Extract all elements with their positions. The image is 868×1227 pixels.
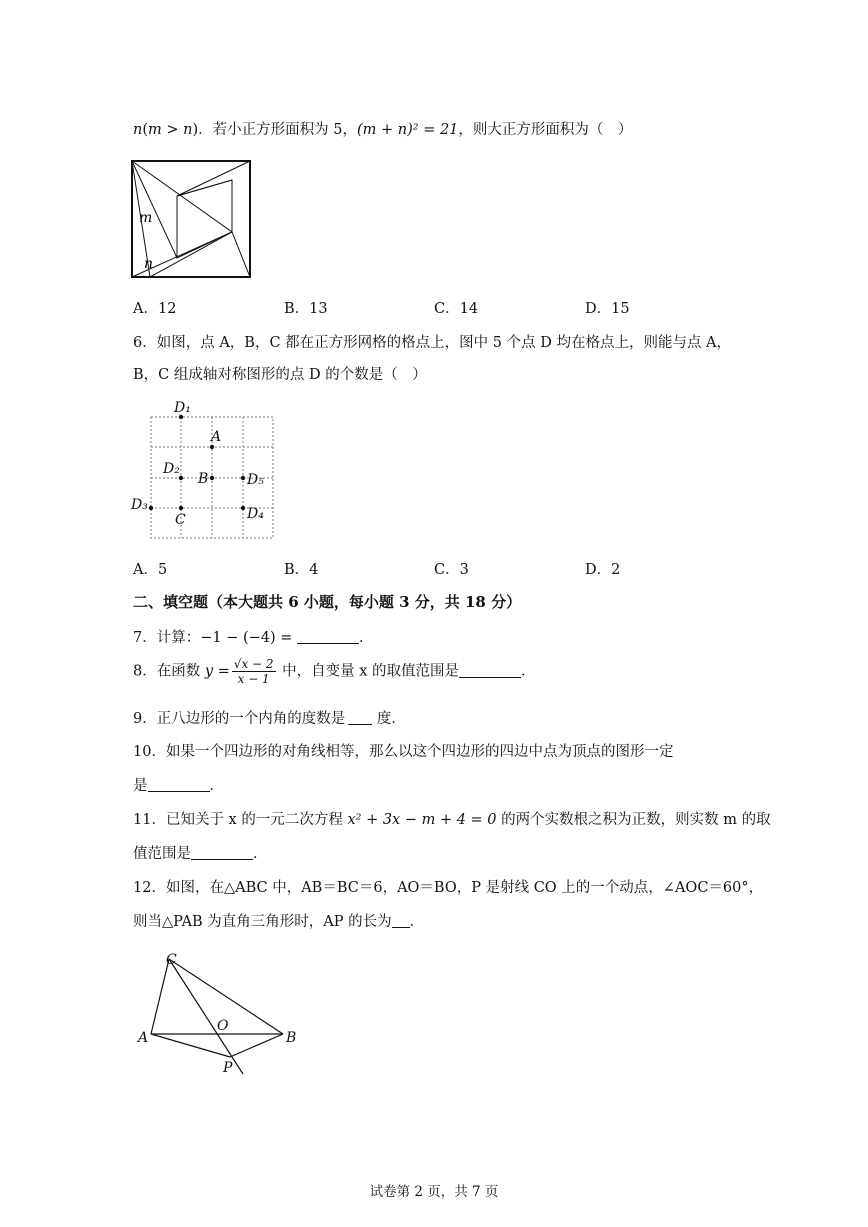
q12-line2: 则当△PAB 为直角三角形时，AP 的长为 ． bbox=[133, 914, 425, 930]
q5-expression: (m + n)² = 21 bbox=[357, 122, 459, 138]
q6-label-d2: D₂ bbox=[163, 461, 180, 477]
q5-var-n: n bbox=[133, 122, 143, 138]
q6-grid-figure bbox=[130, 397, 280, 543]
q6-label-d4: D₄ bbox=[247, 506, 264, 522]
q8-numerator: √x − 2 bbox=[233, 657, 274, 671]
q6-label-d1: D₁ bbox=[174, 400, 191, 416]
q6-label-c: C bbox=[175, 512, 186, 528]
q5-option-b[interactable]: B．13 bbox=[284, 301, 328, 317]
q12-triangle-figure bbox=[130, 947, 305, 1079]
q6-point-c bbox=[179, 506, 183, 510]
q12-label-c: C bbox=[166, 952, 177, 968]
q9 bbox=[133, 707, 406, 728]
q8: 8．在函数 y = $\frac{√x - 2}{x - 1}$ 中，自变量 x 的取值范围是 ． bbox=[133, 657, 536, 686]
q6-option-c[interactable]: C．3 bbox=[434, 562, 469, 578]
q6-line1: 6．如图，点 A，B，C 都在正方形网格的格点上，图中 5 个点 D 均在格点上，则能与点 A， bbox=[133, 335, 732, 351]
q5-label-m: m bbox=[139, 210, 153, 226]
q5-option-a[interactable]: A．12 bbox=[133, 301, 177, 317]
q5-square-figure bbox=[128, 158, 254, 280]
q6-option-d[interactable]: D．2 bbox=[585, 562, 621, 578]
q6-point-d5 bbox=[241, 476, 245, 480]
q11-line2: 值范围是 ． bbox=[133, 846, 268, 862]
q6-label-d3: D₃ bbox=[131, 497, 148, 513]
q7-answer-blank[interactable] bbox=[297, 629, 359, 644]
q10-answer-blank[interactable] bbox=[148, 777, 210, 792]
section-2-title: 二、填空题（本大题共 6 小题，每小题 3 分，共 18 分） bbox=[133, 593, 522, 611]
q12-line1: 12．如图，在△ABC 中，AB＝BC＝6，AO＝BO，P 是射线 CO 上的一个动点，∠AOC＝60°， bbox=[133, 880, 764, 896]
q9-answer-blank[interactable] bbox=[348, 710, 372, 725]
q5-label-n: n bbox=[144, 256, 154, 272]
q5-option-c[interactable]: C．14 bbox=[434, 301, 479, 317]
q12-answer-blank[interactable] bbox=[392, 913, 410, 928]
q8-prefix: 8．在函数 bbox=[133, 663, 205, 680]
q6-point-d3 bbox=[149, 506, 153, 510]
q5-intro: n(m > n)．若小正方形面积为 5，(m + n)² = 21，则大正方形面积为（ ） bbox=[133, 122, 633, 138]
q12-label-b: B bbox=[286, 1030, 297, 1046]
q6-point-d4 bbox=[241, 506, 245, 510]
q8-answer-blank[interactable] bbox=[459, 663, 521, 678]
q5-question: ，则大正方形面积为（ ） bbox=[458, 122, 633, 138]
page-footer: 试卷第 2 页，共 7 页 bbox=[369, 1184, 499, 1200]
q11-answer-blank[interactable] bbox=[191, 845, 253, 860]
q6-label-b: B bbox=[198, 471, 209, 487]
q9-prefix: 9．正八边形的一个内角的度数是 bbox=[133, 711, 346, 727]
q8-suffix: 中，自变量 x 的取值范围是 bbox=[277, 663, 460, 680]
q6-point-b bbox=[210, 476, 214, 480]
q6-label-a: A bbox=[211, 429, 222, 445]
q8-y: y = bbox=[204, 663, 230, 680]
q5-condition: m > n bbox=[148, 122, 193, 138]
q11-line1: 11．已知关于 x 的一元二次方程 x² + 3x − m + 4 = 0 的两个实数根之积为正数，则实数 m 的取 bbox=[133, 812, 771, 828]
q5-text: ．若小正方形面积为 5， bbox=[198, 122, 357, 138]
q11-equation: x² + 3x − m + 4 = 0 bbox=[347, 812, 497, 828]
q7: 7．计算：−1 − (−4) = ． bbox=[133, 630, 374, 646]
q10-line2: 是 ． bbox=[133, 778, 224, 794]
q5-option-d[interactable]: D．15 bbox=[585, 301, 630, 317]
q7-text: 7．计算：−1 − (−4) = bbox=[133, 630, 298, 646]
q6-option-b[interactable]: B．4 bbox=[284, 562, 319, 578]
q12-label-p: P bbox=[223, 1060, 233, 1076]
q10-line1: 10．如果一个四边形的对角线相等，那么以这个四边形的四边中点为顶点的图形一定 bbox=[133, 744, 674, 760]
q6-label-d5: D₅ bbox=[247, 472, 264, 488]
q6-line2: B，C 组成轴对称图形的点 D 的个数是（ ） bbox=[133, 367, 427, 383]
q9-suffix: 度． bbox=[372, 711, 406, 727]
q12-label-o: O bbox=[217, 1018, 229, 1034]
q8-denominator: x − 1 bbox=[237, 672, 270, 686]
q12-label-a: A bbox=[138, 1030, 149, 1046]
q6-point-a bbox=[210, 445, 214, 449]
q6-option-a[interactable]: A．5 bbox=[133, 562, 168, 578]
q8-fraction bbox=[232, 657, 276, 686]
